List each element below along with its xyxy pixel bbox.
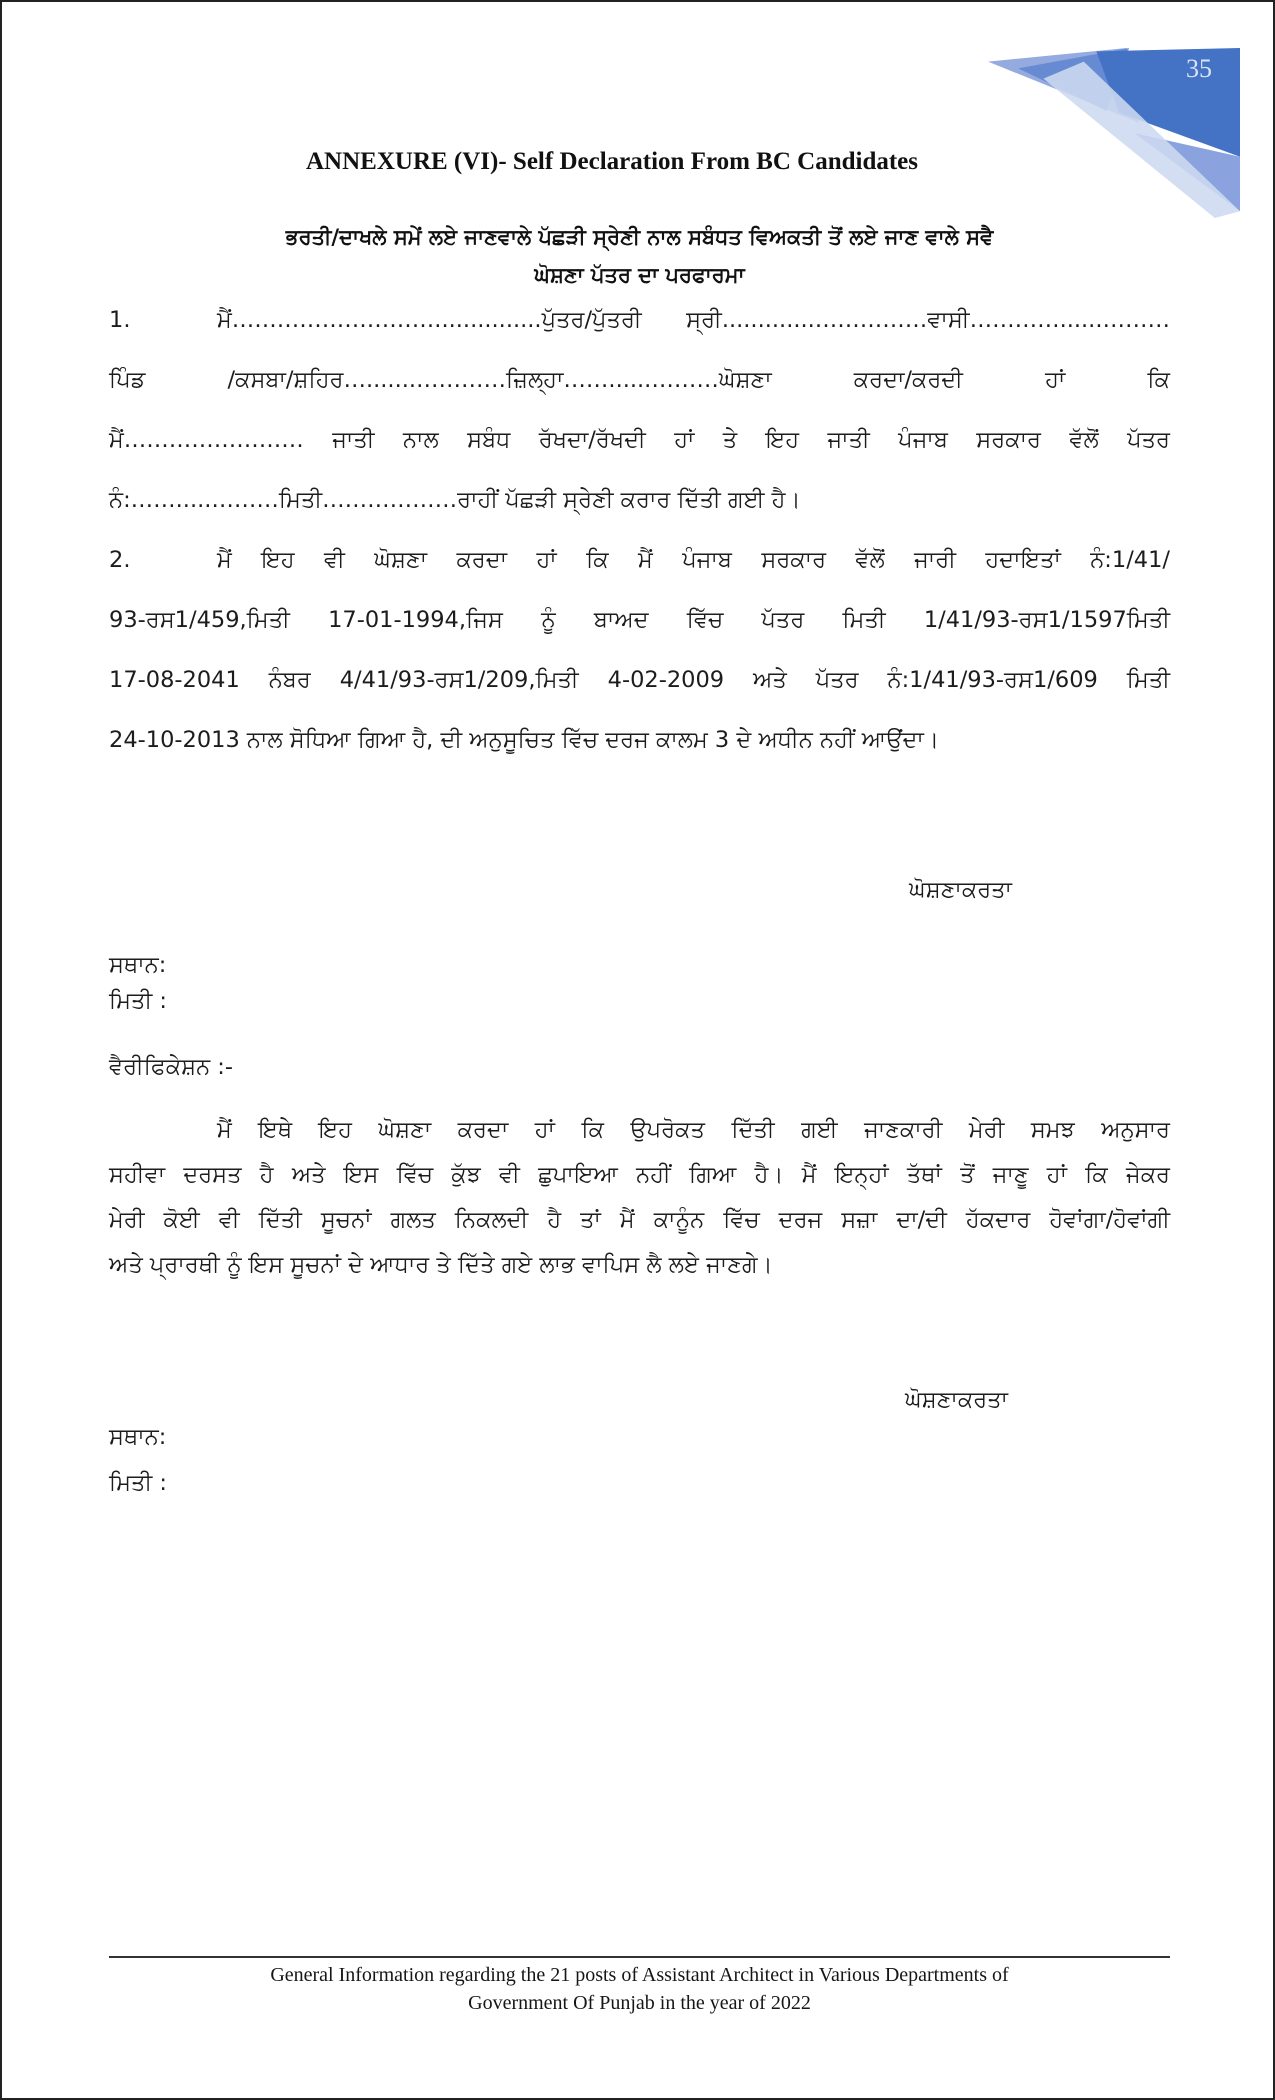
footer-line-1: General Information regarding the 21 posts of Assistant Architect in Various Departments of	[270, 1964, 1009, 1986]
clause-1-text-1: ਮੈਂ………………………...............ਪੁੱਤਰ/ਪੁੱਤਰੀ ਸ੍ਰੀ.............……………ਵਾਸੀ…………......………	[217, 307, 1170, 333]
corner-decoration	[988, 48, 1240, 218]
clause-2-line-2: 93-ਰਸ1/459,ਮਿਤੀ 17-01-1994,ਜਿਸ ਨੂੰ ਬਾਅਦ ਵਿੱਚ ਪੱਤਰ ਮਿਤੀ 1/41/93-ਰਸ1/1597ਮਿਤੀ	[109, 607, 1170, 633]
clause-2-text-1: ਮੈਂ ਇਹ ਵੀ ਘੋਸ਼ਣਾ ਕਰਦਾ ਹਾਂ ਕਿ ਮੈਂ ਪੰਜਾਬ ਸਰਕਾਰ ਵੱਲੋਂ ਜਾਰੀ ਹਦਾਇਤਾਂ ਨੰ:1/41/	[217, 547, 1170, 573]
declarant-label-1: ਘੋਸ਼ਣਾਕਰਤਾ	[909, 877, 1012, 903]
verification-line-4: ਅਤੇ ਪ੍ਰਾਰਥੀ ਨੂੰ ਇਸ ਸੂਚਨਾਂ ਦੇ ਆਧਾਰ ਤੇ ਦਿੱਤੇ ਗਏ ਲਾਭ ਵਾਪਿਸ ਲੈ ਲਏ ਜਾਣਗੇ।	[109, 1252, 773, 1278]
clause-2-line-4: 24-10-2013 ਨਾਲ ਸੋਧਿਆ ਗਿਆ ਹੈ, ਦੀ ਅਨੁਸੂਚਿਤ ਵਿੱਚ ਦਰਜ ਕਾਲਮ 3 ਦੇ ਅਧੀਨ ਨਹੀਂ ਆਉਂਦਾ।	[109, 727, 939, 753]
subtitle-line-2: ਘੋਸ਼ਣਾ ਪੱਤਰ ਦਾ ਪਰਫਾਰਮਾ	[534, 263, 745, 287]
place-label-1: ਸਥਾਨ:	[109, 952, 167, 978]
clause-1	[109, 290, 1170, 530]
footer-line-2: Government Of Punjab in the year of 2022	[468, 1992, 811, 2014]
clause-1-line-1	[109, 290, 1170, 350]
page-number: 35	[1186, 54, 1212, 83]
date-label-1: ਮਿਤੀ :	[109, 988, 167, 1014]
subtitle-line-1: ਭਰਤੀ/ਦਾਖਲੇ ਸਮੇਂ ਲਏ ਜਾਣਵਾਲੇ ਪੱਛੜੀ ਸ੍ਰੇਣੀ ਨਾਲ ਸਬੰਧਤ ਵਿਅਕਤੀ ਤੋਂ ਲਏ ਜਾਣ ਵਾਲੇ ਸਵੈ	[285, 225, 994, 249]
place-label-2: ਸਥਾਨ:	[109, 1424, 167, 1450]
verification-line-3: ਮੇਰੀ ਕੋਈ ਵੀ ਦਿੱਤੀ ਸੂਚਨਾਂ ਗਲਤ ਨਿਕਲਦੀ ਹੈ ਤਾਂ ਮੈਂ ਕਾਨੂੰਨ ਵਿੱਚ ਦਰਜ ਸਜ਼ਾ ਦਾ/ਦੀ ਹੱਕਦਾਰ ਹੋਵਾਂਗਾ/ਹੋਵਾਂਗੀ	[109, 1207, 1170, 1233]
clause-2-line-1	[109, 530, 1170, 590]
clause-2-number: 2.	[109, 547, 131, 573]
verification-line-1: ਮੈਂ ਇਥੇ ਇਹ ਘੋਸ਼ਣਾ ਕਰਦਾ ਹਾਂ ਕਿ ਉਪਰੋਕਤ ਦਿੱਤੀ ਗਈ ਜਾਣਕਾਰੀ ਮੇਰੀ ਸਮਝ ਅਨੁਸਾਰ	[217, 1117, 1170, 1143]
verification-line-2: ਸਹੀਵਾ ਦਰਸਤ ਹੈ ਅਤੇ ਇਸ ਵਿੱਚ ਕੁੱਝ ਵੀ ਛੁਪਾਇਆ ਨਹੀਂ ਗਿਆ ਹੈ। ਮੈਂ ਇਨ੍ਹਾਂ ਤੱਥਾਂ ਤੋਂ ਜਾਣੂ ਹਾਂ ਕਿ ਜੇਕਰ	[109, 1162, 1170, 1188]
clause-1-number: 1.	[109, 307, 131, 333]
clause-1-line-4: ਨੰ:…….....………ਮਿਤੀ………………ਰਾਹੀਂ ਪੱਛੜੀ ਸ੍ਰੇਣੀ ਕਰਾਰ ਦਿੱਤੀ ਗਈ ਹੈ।	[109, 487, 801, 513]
verification-paragraph	[109, 1108, 1170, 1288]
declarant-label-2: ਘੋਸ਼ਣਾਕਰਤਾ	[905, 1387, 1008, 1413]
document-subtitle	[109, 218, 1170, 294]
clause-1-line-3: ਮੈਂ…………………… ਜਾਤੀ ਨਾਲ ਸਬੰਧ ਰੱਖਦਾ/ਰੱਖਦੀ ਹਾਂ ਤੇ ਇਹ ਜਾਤੀ ਪੰਜਾਬ ਸਰਕਾਰ ਵੱਲੋਂ ਪੱਤਰ	[109, 427, 1170, 453]
verification-heading: ਵੈਰੀਫਿਕੇਸ਼ਨ :-	[109, 1054, 233, 1080]
date-label-2: ਮਿਤੀ :	[109, 1470, 167, 1496]
clause-2	[109, 530, 1170, 770]
page-title: ANNEXURE (VI)- Self Declaration From BC Candidates	[306, 148, 918, 175]
clause-2-line-3: 17-08-2041 ਨੰਬਰ 4/41/93-ਰਸ1/209,ਮਿਤੀ 4-02-2009 ਅਤੇ ਪੱਤਰ ਨੰ:1/41/93-ਰਸ1/609 ਮਿਤੀ	[109, 667, 1170, 693]
page-footer	[109, 1956, 1170, 2017]
clause-1-line-2: ਪਿੰਡ /ਕਸਬਾ/ਸ਼ਹਿਰ….......…………ਜ਼ਿਲ੍ਹਾ……......………ਘੋਸ਼ਣਾ ਕਰਦਾ/ਕਰਦੀ ਹਾਂ ਕਿ	[109, 367, 1170, 393]
